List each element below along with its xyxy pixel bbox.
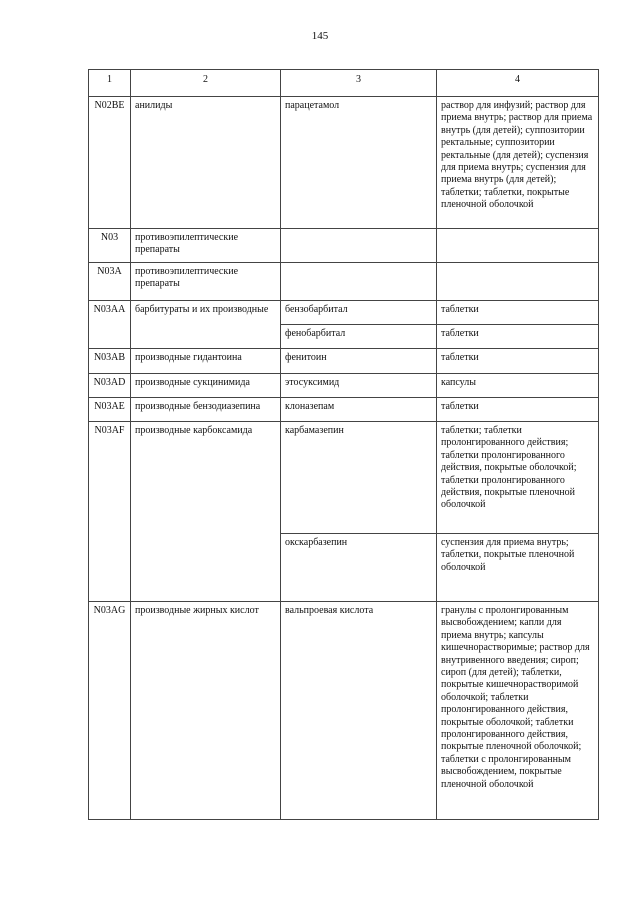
group-name: производные бензодиазепина <box>131 398 281 422</box>
dosage-forms: суспензия для приема внутрь; таблетки, покрытые пленочной оболочкой <box>437 534 599 602</box>
header-col-1: 1 <box>89 70 131 97</box>
table-row <box>89 374 599 398</box>
dosage-forms: гранулы с пролонгированным высвобождением; капли для приема внутрь; капсулы кишечнорастворимые; раствор для внутривенного введения; сироп; сироп (для детей); таблетки, покрытые кишечнорастворимой оболочкой; таблетки пролонгированного действия, покрытые оболочкой; таблетки пролонгированного действия, покрытые пленочной оболочкой; таблетки с пролонгированным высвобождением, покрытые пленочной оболочкой <box>437 602 599 820</box>
atc-code: N03 <box>89 229 131 263</box>
substance-name: вальпроевая кислота <box>281 602 437 820</box>
atc-code: N03AB <box>89 349 131 374</box>
table-row <box>89 229 599 263</box>
dosage-forms <box>437 263 599 301</box>
atc-code: N03AG <box>89 602 131 820</box>
atc-code: N03AF <box>89 422 131 602</box>
substance-name <box>281 263 437 301</box>
table-row <box>89 263 599 301</box>
dosage-forms: таблетки; таблетки пролонгированного действия; таблетки пролонгированного действия, покрытые оболочкой; таблетки пролонгированного действия, покрытые пленочной оболочкой <box>437 422 599 534</box>
substance-name <box>281 229 437 263</box>
group-name: противоэпилептические препараты <box>131 263 281 301</box>
substance-name: окскарбазепин <box>281 534 437 602</box>
header-row <box>89 70 599 97</box>
table-row <box>89 398 599 422</box>
group-name: производные гидантоина <box>131 349 281 374</box>
table-row <box>89 349 599 374</box>
dosage-forms <box>437 229 599 263</box>
page-number: 145 <box>311 30 329 42</box>
table-row <box>89 301 599 325</box>
table-row <box>89 422 599 534</box>
substance-name: парацетамол <box>281 97 437 229</box>
header-col-3: 3 <box>281 70 437 97</box>
atc-code: N03A <box>89 263 131 301</box>
atc-code: N03AA <box>89 301 131 349</box>
group-name: производные карбоксамида <box>131 422 281 602</box>
medication-table <box>88 69 599 820</box>
substance-name: фенобарбитал <box>281 325 437 349</box>
dosage-forms: таблетки <box>437 349 599 374</box>
group-name: противоэпилептические препараты <box>131 229 281 263</box>
dosage-forms: капсулы <box>437 374 599 398</box>
dosage-forms: таблетки <box>437 301 599 325</box>
substance-name: этосуксимид <box>281 374 437 398</box>
group-name: производные сукцинимида <box>131 374 281 398</box>
header-col-4: 4 <box>437 70 599 97</box>
substance-name: карбамазепин <box>281 422 437 534</box>
substance-name: фенитоин <box>281 349 437 374</box>
group-name: барбитураты и их производные <box>131 301 281 349</box>
atc-code: N03AE <box>89 398 131 422</box>
group-name: производные жирных кислот <box>131 602 281 820</box>
header-col-2: 2 <box>131 70 281 97</box>
table-row <box>89 97 599 229</box>
table-row <box>89 602 599 820</box>
group-name: анилиды <box>131 97 281 229</box>
dosage-forms: таблетки <box>437 398 599 422</box>
dosage-forms: таблетки <box>437 325 599 349</box>
atc-code: N02BE <box>89 97 131 229</box>
substance-name: клоназепам <box>281 398 437 422</box>
substance-name: бензобарбитал <box>281 301 437 325</box>
atc-code: N03AD <box>89 374 131 398</box>
dosage-forms: раствор для инфузий; раствор для приема внутрь; раствор для приема внутрь (для детей); суппозитории ректальные; суппозитории ректальные (для детей); суспензия для приема внутрь; суспензия для приема внутрь (для детей); таблетки; таблетки, покрытые пленочной оболочкой <box>437 97 599 229</box>
